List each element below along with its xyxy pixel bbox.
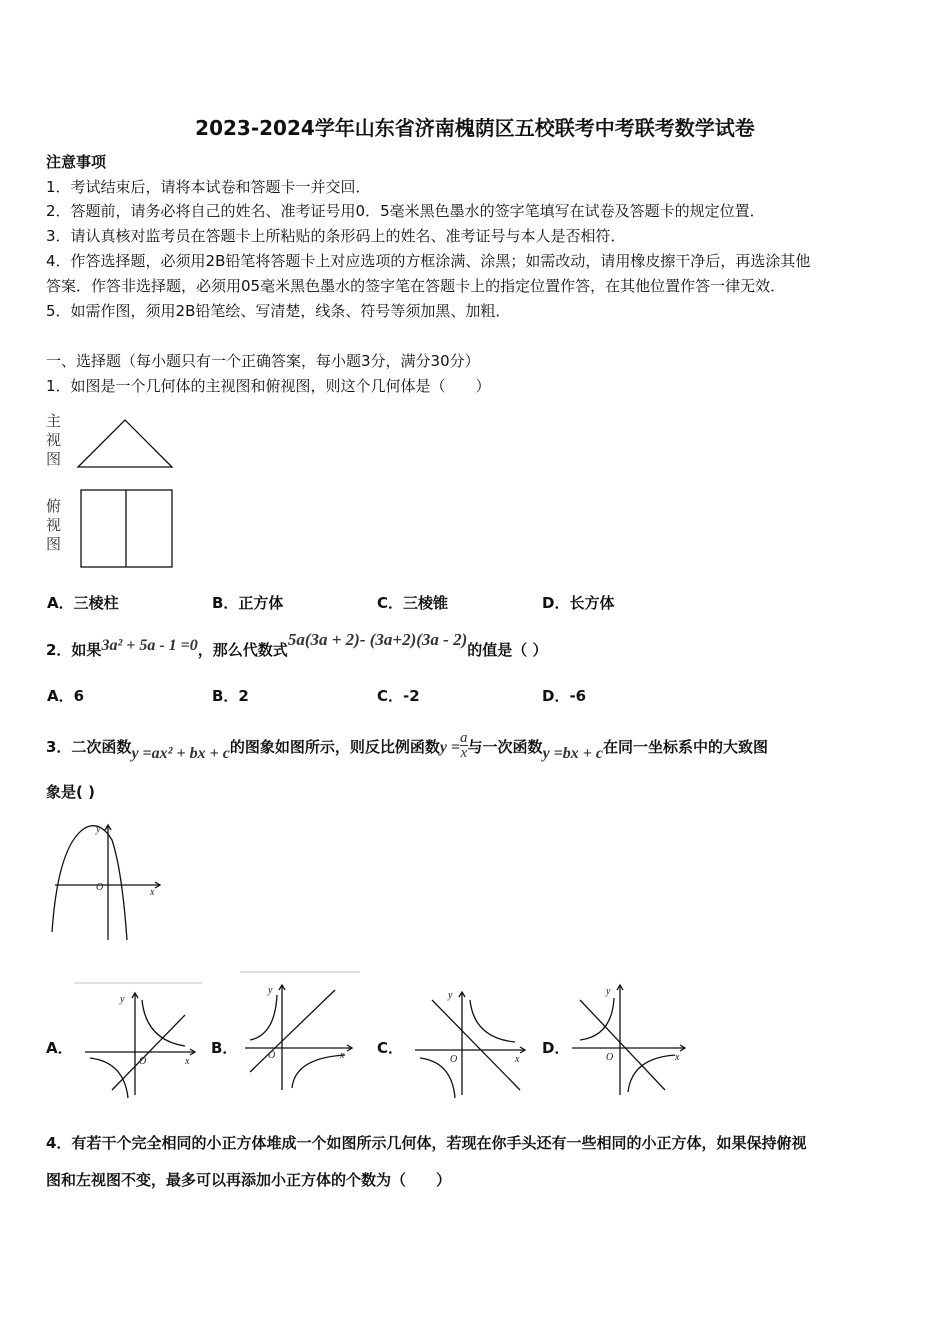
note-item: 3．请认真核对监考员在答题卡上所粘贴的条形码上的姓名、准考证号与本人是否相符． [46,227,626,245]
option-d[interactable]: D．长方体 [542,594,615,612]
svg-text:x: x [340,1050,345,1061]
svg-text:y: y [120,994,125,1005]
q3-option-d[interactable]: D． [542,1039,570,1057]
svg-text:y: y [268,985,273,996]
option-c[interactable]: C．三棱锥 [377,594,449,612]
svg-text:O: O [450,1054,458,1065]
q3-suffix: 在同一坐标系中的大致图 [603,738,769,756]
question-1-stem: 1．如图是一个几何体的主视图和俯视图，则这个几何体是（ ） [46,377,491,395]
q3-option-c[interactable]: C． [377,1039,404,1057]
note-item: 答案．作答非选择题，必须用05毫米黑色墨水的签字笔在答题卡上的指定位置作答，在其他位置作答一律无效． [46,277,786,295]
svg-text:x: x [150,887,155,898]
svg-text:O: O [268,1050,276,1061]
option-c[interactable]: C．-2 [377,687,420,705]
option-a[interactable]: A．三棱柱 [47,594,119,612]
option-b[interactable]: B．2 [212,687,249,705]
top-view-label: 俯视图 [46,497,62,553]
question-4-stem-cont: 图和左视图不变，最多可以再添加小正方体的个数为（ ） [46,1171,452,1189]
page-title: 2023-2024学年山东省济南槐荫区五校联考中考联考数学试卷 [195,116,755,140]
q3-quadratic: y =ax² + bx + c [131,745,230,762]
option-b[interactable]: B．正方体 [212,594,284,612]
q3-inverse-numerator: a [460,730,468,746]
q3-mid2: 与一次函数 [467,738,543,756]
note-item: 5．如需作图，须用2B铅笔绘、写清楚，线条、符号等须加黑、加粗． [46,302,511,320]
svg-text:O: O [139,1056,147,1067]
svg-text:x: x [515,1054,520,1065]
q3-mid1: 的图象如图所示，则反比例函数 [229,738,440,756]
question-3-stem [46,730,769,762]
question-3-stem-cont: 象是( ) [46,783,95,801]
q3-inverse-denominator: x [460,745,468,761]
note-item: 4．作答选择题，必须用2B铅笔将答题卡上对应选项的方框涂满、涂黑；如需改动，请用橡皮擦干净后，再选涂其他 [46,252,811,270]
q2-suffix: 的值是（ ） [467,641,548,659]
note-item: 2．答题前，请务必将自己的姓名、准考证号用0．5毫米黑色墨水的签字笔填写在试卷及答题卡的规定位置． [46,202,765,220]
q3-option-a[interactable]: A． [46,1039,73,1057]
note-item: 1．考试结束后，请将本试卷和答题卡一并交回． [46,178,371,196]
svg-text:y: y [96,824,101,835]
front-view-label: 主视图 [46,412,62,468]
q3-option-b[interactable]: B． [211,1039,238,1057]
q2-prefix: 2．如果 [46,641,102,659]
svg-text:x: x [675,1052,680,1063]
svg-text:y: y [606,986,611,997]
svg-text:y: y [448,990,453,1001]
svg-text:O: O [96,882,104,893]
q2-equation: 3a² + 5a - 1 =0 [101,637,198,654]
question-2-stem [46,630,548,661]
notes-heading: 注意事项 [46,153,107,171]
section-heading: 一、选择题（每小题只有一个正确答案，每小题3分，满分30分） [46,352,480,370]
svg-text:x: x [185,1056,190,1067]
q2-mid: ，那么代数式 [197,641,288,659]
q3-inverse-lhs: y = [439,739,461,756]
question-4-stem: 4．有若干个完全相同的小正方体堆成一个如图所示几何体，若现在你手头还有一些相同的小正方体，如果保持俯视 [46,1134,807,1152]
option-a[interactable]: A．6 [47,687,85,705]
q3-prefix: 3．二次函数 [46,738,132,756]
option-d[interactable]: D．-6 [542,687,587,705]
q3-linear: y =bx + c [542,745,603,762]
q2-expression: 5a(3a + 2)- (3a+2)(3a - 2) [287,630,468,649]
svg-text:O: O [606,1052,614,1063]
